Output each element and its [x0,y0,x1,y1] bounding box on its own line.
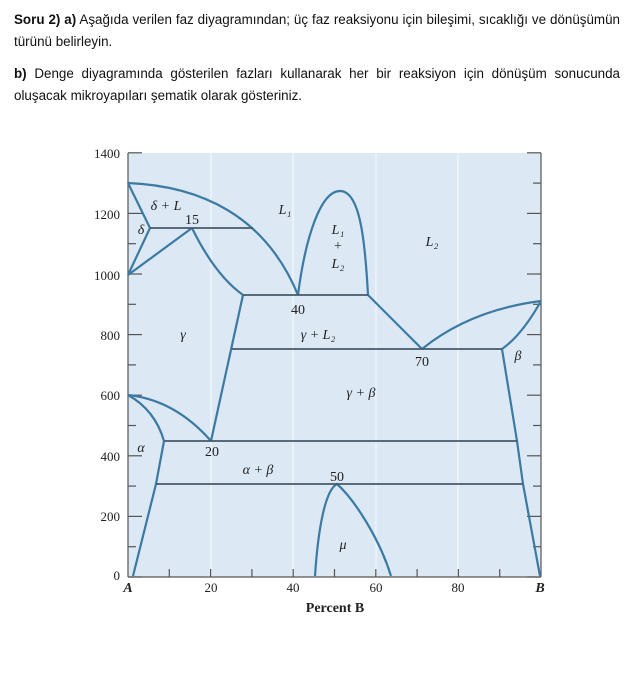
y-tick-800: 800 [100,328,120,343]
y-tick-labels [94,146,120,583]
y-tick-400: 400 [100,449,120,464]
part-a-text: Aşağıda verilen faz diyagramından; üç faz reaksiyonu için bileşimi, sıcaklığı ve dönüşümün türünü belirleyin. [14,12,620,49]
label-L1: L₁ [278,203,292,218]
label-gamma: γ [180,328,186,343]
point-70: 70 [415,355,429,370]
x-tick-B: B [535,581,545,596]
part-b-text: Denge diyagramında gösterilen fazları kullanarak her bir reaksiyon için dönüşüm sonucunda oluşacak mikroyapıları şematik olarak gösteriniz. [14,66,620,103]
x-axis-label: Percent B [305,601,365,616]
point-15: 15 [185,213,199,228]
label-beta: β [514,349,522,364]
label-L1-L2-bottom: L₂ [331,257,345,272]
y-tick-1400: 1400 [94,146,120,161]
part-b-label: b) [14,66,27,81]
x-tick-labels [122,580,544,616]
label-alpha: α [137,441,145,456]
y-tick-1000: 1000 [94,268,120,283]
y-tick-1200: 1200 [94,207,120,222]
point-40: 40 [291,303,305,318]
point-20: 20 [205,445,219,460]
label-gamma-beta: γ + β [346,386,376,401]
x-tick-40: 40 [286,580,300,595]
x-tick-20: 20 [204,580,218,595]
label-delta-L: δ + L [150,199,182,214]
y-tick-600: 600 [100,388,120,403]
label-L2: L₂ [425,235,439,250]
point-50: 50 [330,470,344,485]
x-tick-A: A [123,581,133,596]
label-plus: + [334,239,342,254]
y-tick-200: 200 [100,509,120,524]
y-tick-0: 0 [113,568,120,583]
label-L1-L2-top: L₁ [331,223,345,238]
label-gamma-L2: γ + L₂ [300,328,336,343]
part-a-label: Soru 2) a) [14,12,77,27]
label-delta: δ [137,223,145,238]
x-tick-60: 60 [369,580,383,595]
label-mu: μ [339,538,347,553]
x-tick-80: 80 [451,580,465,595]
label-alpha-beta: α + β [242,463,274,478]
